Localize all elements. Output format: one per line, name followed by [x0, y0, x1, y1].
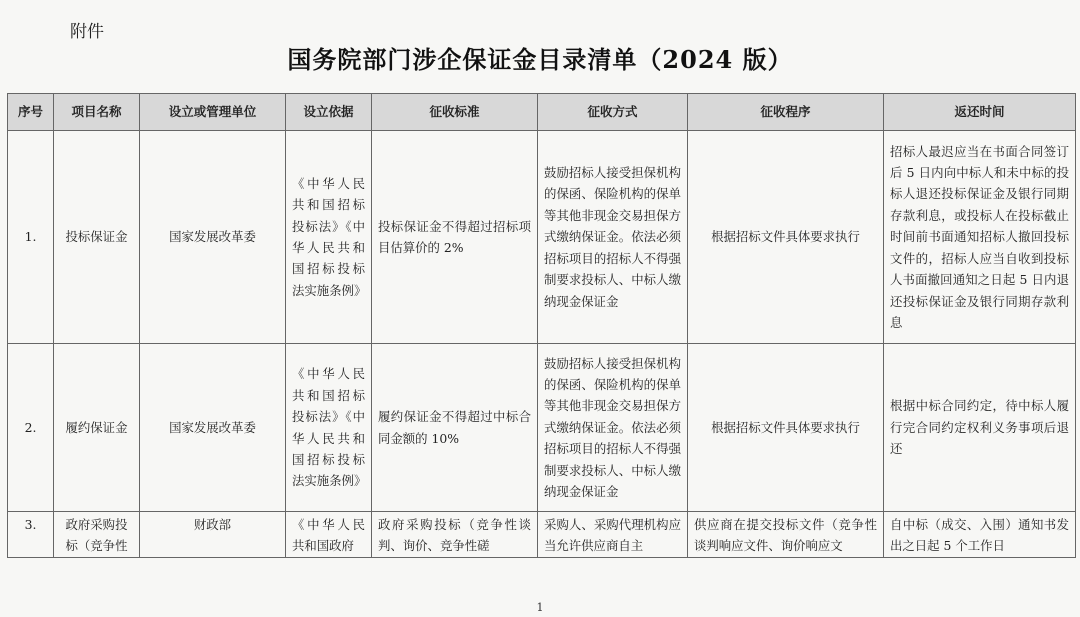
header-unit: 设立或管理单位: [140, 94, 286, 131]
cell-procedure: 根据招标文件具体要求执行: [688, 344, 884, 512]
cell-unit: 国家发展改革委: [140, 131, 286, 344]
cell-seq: 1.: [8, 131, 54, 344]
cell-procedure: 供应商在提交投标文件（竞争性谈判响应文件、询价响应文: [688, 512, 884, 558]
cell-method: 采购人、采购代理机构应当允许供应商自主: [538, 512, 688, 558]
attachment-label: 附件: [70, 22, 104, 42]
cell-seq: 2.: [8, 344, 54, 512]
cell-name: 政府采购投标（竞争性: [54, 512, 140, 558]
table-header-row: [8, 94, 1076, 131]
cell-seq: 3.: [8, 512, 54, 558]
deposit-catalog-table: [7, 93, 1076, 558]
header-method: 征收方式: [538, 94, 688, 131]
cell-unit: 国家发展改革委: [140, 344, 286, 512]
cell-refund: 招标人最迟应当在书面合同签订后 5 日内向中标人和未中标的投标人退还投标保证金及银行同期存款利息，或投标人在投标截止时间前书面通知招标人撤回投标文件的，招标人应当自收到投标人书面撤回通知之日起 5 日内退还投标保证金及银行同期存款利息: [884, 131, 1076, 344]
cell-standard: 投标保证金不得超过招标项目估算价的 2%: [372, 131, 538, 344]
cell-basis: 《中华人民共和国招标投标法》《中华人民共和国招标投标法实施条例》: [286, 344, 372, 512]
header-basis: 设立依据: [286, 94, 372, 131]
cell-unit: 财政部: [140, 512, 286, 558]
header-refund: 返还时间: [884, 94, 1076, 131]
cell-name: 投标保证金: [54, 131, 140, 344]
table-row: [8, 131, 1076, 344]
header-seq: 序号: [8, 94, 54, 131]
cell-refund: 根据中标合同约定，待中标人履行完合同约定权利义务事项后退还: [884, 344, 1076, 512]
document-title: 国务院部门涉企保证金目录清单（2024 版）: [287, 45, 793, 74]
cell-refund: 自中标（成交、入围）通知书发出之日起 5 个工作日: [884, 512, 1076, 558]
header-name: 项目名称: [54, 94, 140, 131]
table-row: [8, 344, 1076, 512]
cell-method: 鼓励招标人接受担保机构的保函、保险机构的保单等其他非现金交易担保方式缴纳保证金。依法必须招标项目的招标人不得强制要求投标人、中标人缴纳现金保证金: [538, 131, 688, 344]
header-standard: 征收标准: [372, 94, 538, 131]
page-number: 1: [536, 601, 544, 614]
cell-method: 鼓励招标人接受担保机构的保函、保险机构的保单等其他非现金交易担保方式缴纳保证金。依法必须招标项目的招标人不得强制要求投标人、中标人缴纳现金保证金: [538, 344, 688, 512]
cell-basis: 《中华人民共和国政府: [286, 512, 372, 558]
header-procedure: 征收程序: [688, 94, 884, 131]
cell-name: 履约保证金: [54, 344, 140, 512]
cell-basis: 《中华人民共和国招标投标法》《中华人民共和国招标投标法实施条例》: [286, 131, 372, 344]
cell-procedure: 根据招标文件具体要求执行: [688, 131, 884, 344]
table-row: [8, 512, 1076, 558]
cell-standard: 政府采购投标（竞争性谈判、询价、竞争性磋: [372, 512, 538, 558]
cell-standard: 履约保证金不得超过中标合同金额的 10%: [372, 344, 538, 512]
